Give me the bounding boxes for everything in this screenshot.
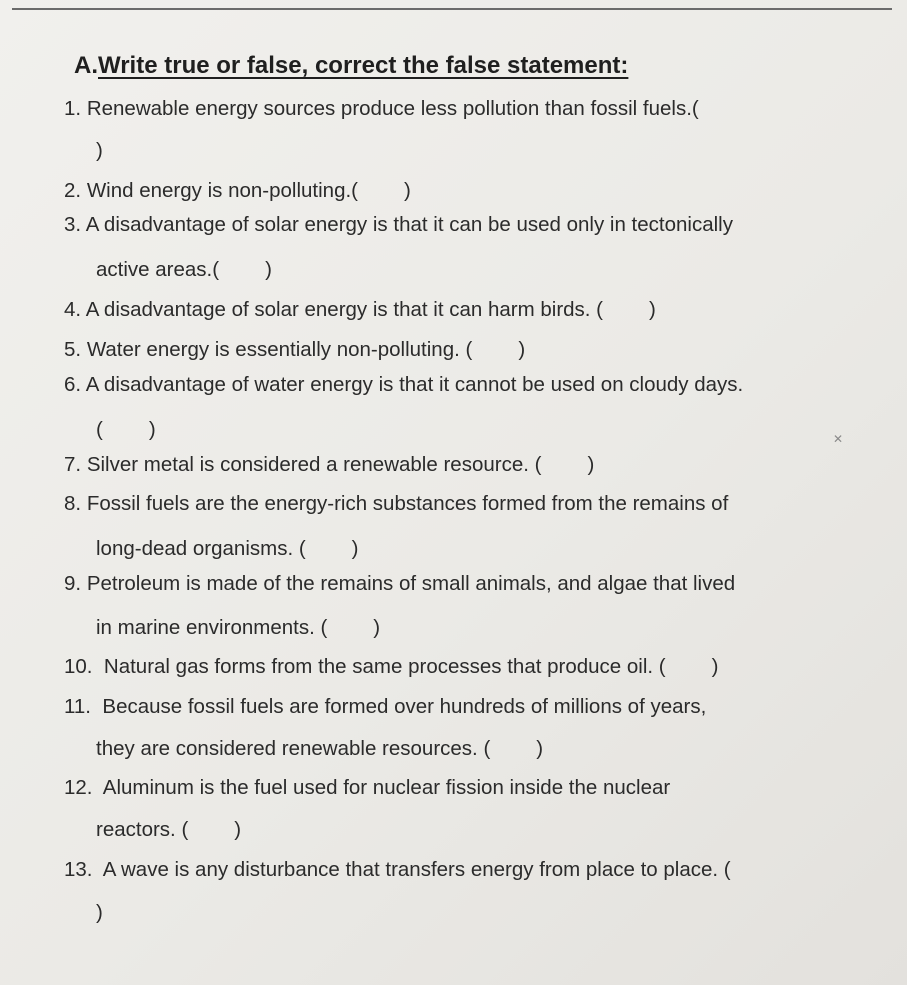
question-9-continuation bbox=[96, 615, 380, 641]
question-number: 10. bbox=[64, 655, 93, 678]
question-text: Aluminum is the fuel used for nuclear fission inside the nuclear bbox=[102, 776, 671, 799]
question-text: active areas.( bbox=[96, 258, 220, 281]
question-6-continuation bbox=[96, 417, 156, 443]
question-3 bbox=[64, 212, 733, 238]
question-number: 8. bbox=[64, 492, 82, 515]
answer-blank-close: ) bbox=[649, 298, 656, 321]
answer-blank-close: ) bbox=[587, 453, 595, 476]
question-12 bbox=[64, 775, 670, 801]
question-text: Petroleum is made of the remains of small animals, and algae that lived bbox=[86, 572, 736, 595]
question-text: Renewable energy sources produce less pollution than fossil fuels.( bbox=[86, 97, 699, 120]
question-number: 11. bbox=[64, 695, 91, 718]
question-text: Wind energy is non-polluting.( bbox=[86, 179, 359, 202]
question-text: Fossil fuels are the energy-rich substances formed from the remains of bbox=[86, 492, 729, 515]
question-text: Because fossil fuels are formed over hundreds of millions of years, bbox=[102, 695, 707, 718]
answer-blank-open: ( bbox=[96, 418, 103, 441]
question-8 bbox=[64, 491, 728, 517]
question-number: 3. bbox=[64, 213, 82, 236]
question-number: 1. bbox=[64, 97, 82, 120]
question-8-continuation bbox=[96, 536, 359, 562]
question-number: 7. bbox=[64, 453, 82, 476]
question-number: 9. bbox=[64, 572, 82, 595]
question-13-continuation bbox=[96, 900, 103, 926]
question-text: in marine environments. ( bbox=[96, 616, 328, 639]
question-text: Natural gas forms from the same processes that produce oil. ( bbox=[103, 655, 666, 678]
question-1-continuation bbox=[96, 138, 103, 164]
answer-blank-close: ) bbox=[373, 616, 381, 639]
answer-blank-close: ) bbox=[351, 537, 359, 560]
question-text: A disadvantage of water energy is that it cannot be used on cloudy days. bbox=[85, 373, 744, 396]
question-number: 12. bbox=[64, 776, 93, 799]
section-heading bbox=[74, 52, 628, 80]
question-text: A disadvantage of solar energy is that it can be used only in tectonically bbox=[85, 213, 733, 236]
question-text: Water energy is essentially non-polluting. ( bbox=[86, 338, 473, 361]
question-10 bbox=[64, 654, 718, 680]
question-7 bbox=[64, 452, 594, 478]
question-number: 6. bbox=[64, 373, 82, 396]
question-5 bbox=[64, 337, 525, 363]
section-title: Write true or false, correct the false statement: bbox=[98, 52, 629, 79]
section-letter: A. bbox=[74, 52, 98, 79]
question-11 bbox=[64, 694, 706, 720]
pencil-mark: ✕ bbox=[833, 432, 844, 446]
question-text: reactors. ( bbox=[96, 818, 189, 841]
question-4 bbox=[64, 297, 656, 323]
question-6 bbox=[64, 372, 743, 398]
question-9 bbox=[64, 571, 735, 597]
question-1 bbox=[64, 96, 699, 122]
answer-blank-close: ) bbox=[536, 737, 544, 760]
question-11-continuation bbox=[96, 736, 543, 762]
top-divider bbox=[12, 8, 892, 10]
answer-blank-close: ) bbox=[518, 338, 526, 361]
question-text: they are considered renewable resources. ( bbox=[96, 737, 491, 760]
question-number: 4. bbox=[64, 298, 82, 321]
question-text: A wave is any disturbance that transfers energy from place to place. ( bbox=[102, 858, 731, 881]
question-text: Silver metal is considered a renewable resource. ( bbox=[86, 453, 542, 476]
answer-blank-close: ) bbox=[96, 901, 103, 924]
question-text: A disadvantage of solar energy is that it can harm birds. ( bbox=[85, 298, 604, 321]
answer-blank-close: ) bbox=[234, 818, 242, 841]
question-number: 13. bbox=[64, 858, 93, 881]
question-number: 2. bbox=[64, 179, 82, 202]
question-3-continuation bbox=[96, 257, 272, 283]
answer-blank-close: ) bbox=[96, 139, 103, 162]
question-12-continuation bbox=[96, 817, 241, 843]
answer-blank-close: ) bbox=[148, 418, 156, 441]
question-2 bbox=[64, 178, 411, 204]
answer-blank-close: ) bbox=[404, 179, 411, 202]
question-number: 5. bbox=[64, 338, 82, 361]
answer-blank-close: ) bbox=[711, 655, 719, 678]
answer-blank-close: ) bbox=[265, 258, 272, 281]
question-text: long-dead organisms. ( bbox=[96, 537, 306, 560]
question-13 bbox=[64, 857, 731, 883]
